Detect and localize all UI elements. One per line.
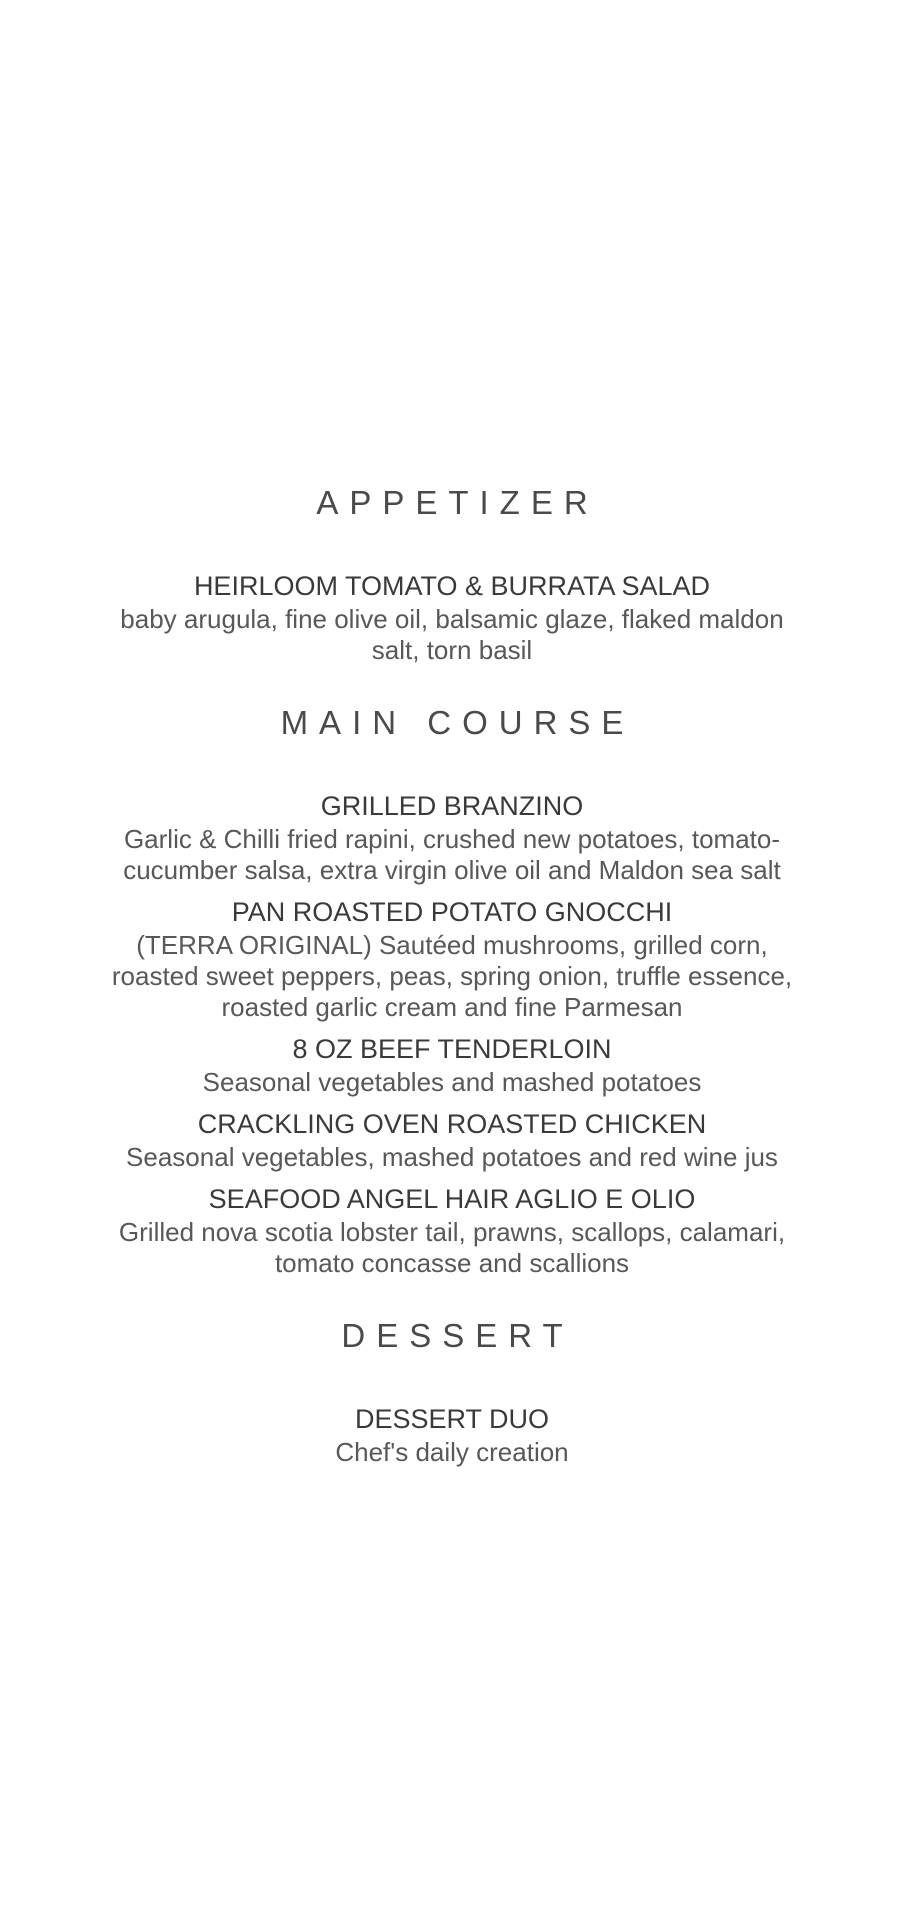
item-name: HEIRLOOM TOMATO & BURRATA SALAD	[193, 571, 711, 601]
item-name: PAN ROASTED POTATO GNOCCHI	[231, 897, 673, 927]
section-dessert	[0, 1311, 904, 1468]
item-name: 8 OZ BEEF TENDERLOIN	[292, 1034, 612, 1064]
menu-item	[102, 1106, 802, 1173]
menu	[0, 478, 904, 1500]
item-description: Garlic & Chilli fried rapini, crushed new potatoes, tomato-cucumber salsa, extra virgin olive oil and Maldon sea salt	[123, 824, 781, 885]
item-description: Seasonal vegetables and mashed potatoes	[202, 1067, 702, 1097]
menu-items	[0, 788, 904, 1279]
menu-item	[102, 1031, 802, 1098]
item-description: baby arugula, fine olive oil, balsamic glaze, flaked maldon salt, torn basil	[120, 604, 784, 665]
section-title: MAIN COURSE	[280, 704, 635, 741]
section-title: APPETIZER	[316, 484, 599, 521]
menu-item	[102, 894, 802, 1023]
item-name: GRILLED BRANZINO	[320, 791, 584, 821]
menu-item	[102, 788, 802, 886]
item-name: CRACKLING OVEN ROASTED CHICKEN	[197, 1109, 707, 1139]
item-name: SEAFOOD ANGEL HAIR AGLIO E OLIO	[208, 1184, 696, 1214]
menu-item	[102, 1181, 802, 1279]
menu-item	[102, 1401, 802, 1468]
item-description: Chef's daily creation	[335, 1437, 569, 1467]
item-description: (TERRA ORIGINAL) Sautéed mushrooms, grilled corn, roasted sweet peppers, peas, spring onion, truffle essence, roasted garlic cream and fine Parmesan	[111, 930, 793, 1022]
item-name: DESSERT DUO	[354, 1404, 550, 1434]
item-description: Grilled nova scotia lobster tail, prawns, scallops, calamari, tomato concasse and scallions	[118, 1217, 786, 1278]
menu-items	[0, 1401, 904, 1468]
menu-item	[102, 568, 802, 666]
section-main-course	[0, 698, 904, 1279]
section-title: DESSERT	[341, 1317, 574, 1354]
item-description: Seasonal vegetables, mashed potatoes and red wine jus	[126, 1142, 778, 1172]
section-appetizer	[0, 478, 904, 666]
menu-items	[0, 568, 904, 666]
